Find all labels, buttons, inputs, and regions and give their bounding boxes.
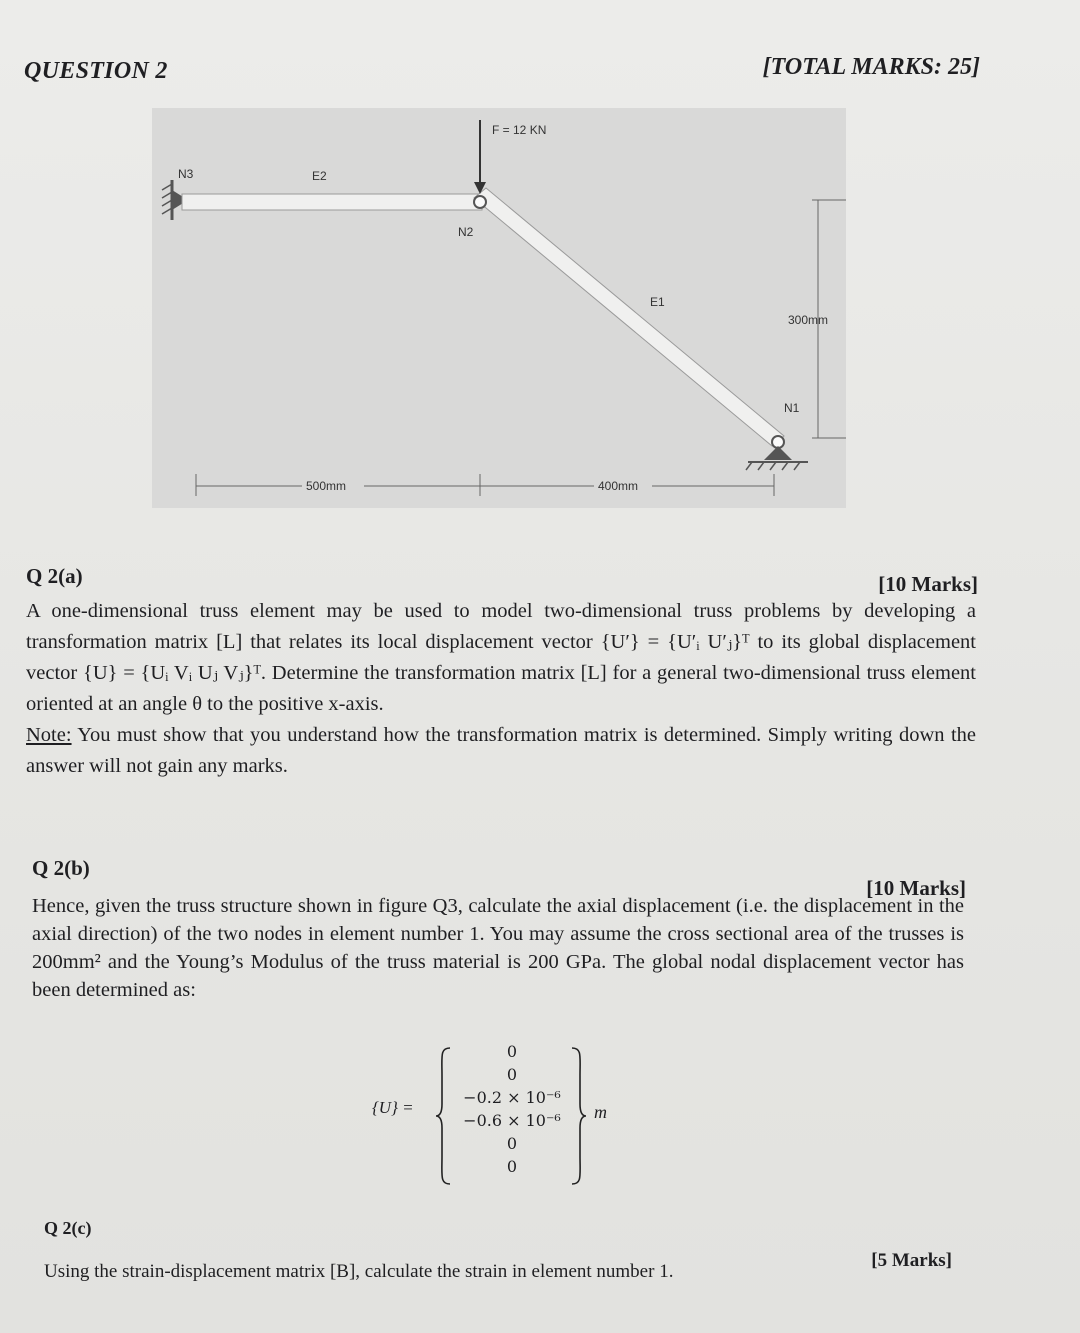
- vector-lhs: {U} =: [372, 1098, 414, 1117]
- load-label: F = 12 KN: [492, 123, 547, 137]
- q2a-note: [26, 720, 976, 782]
- dimension-300-label: 300mm: [788, 313, 829, 327]
- node-label-n3: N3: [178, 167, 194, 181]
- figure-background: [152, 108, 846, 508]
- q2b-heading: Q 2(b): [32, 856, 90, 880]
- left-brace-icon: [434, 1046, 452, 1186]
- total-marks: [TOTAL MARKS: 25]: [762, 54, 980, 80]
- q2c-text: Using the strain-displacement matrix [B], calculate the strain in element number 1.: [44, 1261, 674, 1282]
- q2a-body: [26, 596, 976, 782]
- vector-entry-1: 0: [506, 1042, 518, 1061]
- right-brace-icon: [570, 1046, 588, 1186]
- q2a-heading: Q 2(a): [26, 564, 83, 588]
- truss-figure: [152, 108, 846, 508]
- vector-entry-2: 0: [506, 1065, 518, 1084]
- vector-entry-6: 0: [506, 1157, 518, 1176]
- note-label: Note:: [26, 724, 72, 746]
- element-label-e2: E2: [312, 169, 327, 183]
- dimension-400-label: 400mm: [598, 479, 639, 493]
- vector-entry-5: 0: [506, 1134, 518, 1153]
- q2a-marks: [10 Marks]: [878, 572, 978, 596]
- node-label-n2: N2: [458, 225, 474, 239]
- node-n2: [474, 196, 486, 208]
- q2c-marks: [5 Marks]: [871, 1250, 952, 1271]
- note-text: You must show that you understand how the transformation matrix is determined. Simply writing down the answer will not gain any marks.: [26, 724, 976, 777]
- vector-values: [452, 1040, 572, 1178]
- q2a-text: A one-dimensional truss element may be used to model two-dimensional truss problems by developing a transformation matrix [L] that relates its local displacement vector {U′} = {U′ᵢ U′ⱼ}ᵀ to its global displacement vector {U} = {Uᵢ Vᵢ Uⱼ Vⱼ}ᵀ. Determine the transformation matrix [L] for a general two-dimensional truss element oriented at an angle θ to the positive x-axis.: [26, 600, 976, 715]
- displacement-vector: [372, 1040, 632, 1190]
- node-label-n1: N1: [784, 401, 800, 415]
- element-label-e1: E1: [650, 295, 665, 309]
- q2c-heading: Q 2(c): [44, 1218, 92, 1238]
- member-e2: [182, 194, 482, 210]
- truss-diagram: [152, 108, 846, 508]
- dimension-500-label: 500mm: [306, 479, 347, 493]
- vector-entry-3: −0.2 × 10⁻⁶: [463, 1088, 561, 1107]
- q2b-marks: [10 Marks]: [866, 876, 966, 900]
- vector-unit: m: [594, 1102, 607, 1122]
- question-title: QUESTION 2: [24, 58, 168, 84]
- q2b-text: Hence, given the truss structure shown in figure Q3, calculate the axial displacement (i.e. the displacement in the axial direction) of the two nodes in element number 1. You may assume the cross sectional area of the trusses is 200mm² and the Young’s Modulus of the truss material is 200 GPa. The global nodal displacement vector has been determined as:: [32, 895, 964, 1001]
- vector-entry-4: −0.6 × 10⁻⁶: [463, 1111, 561, 1130]
